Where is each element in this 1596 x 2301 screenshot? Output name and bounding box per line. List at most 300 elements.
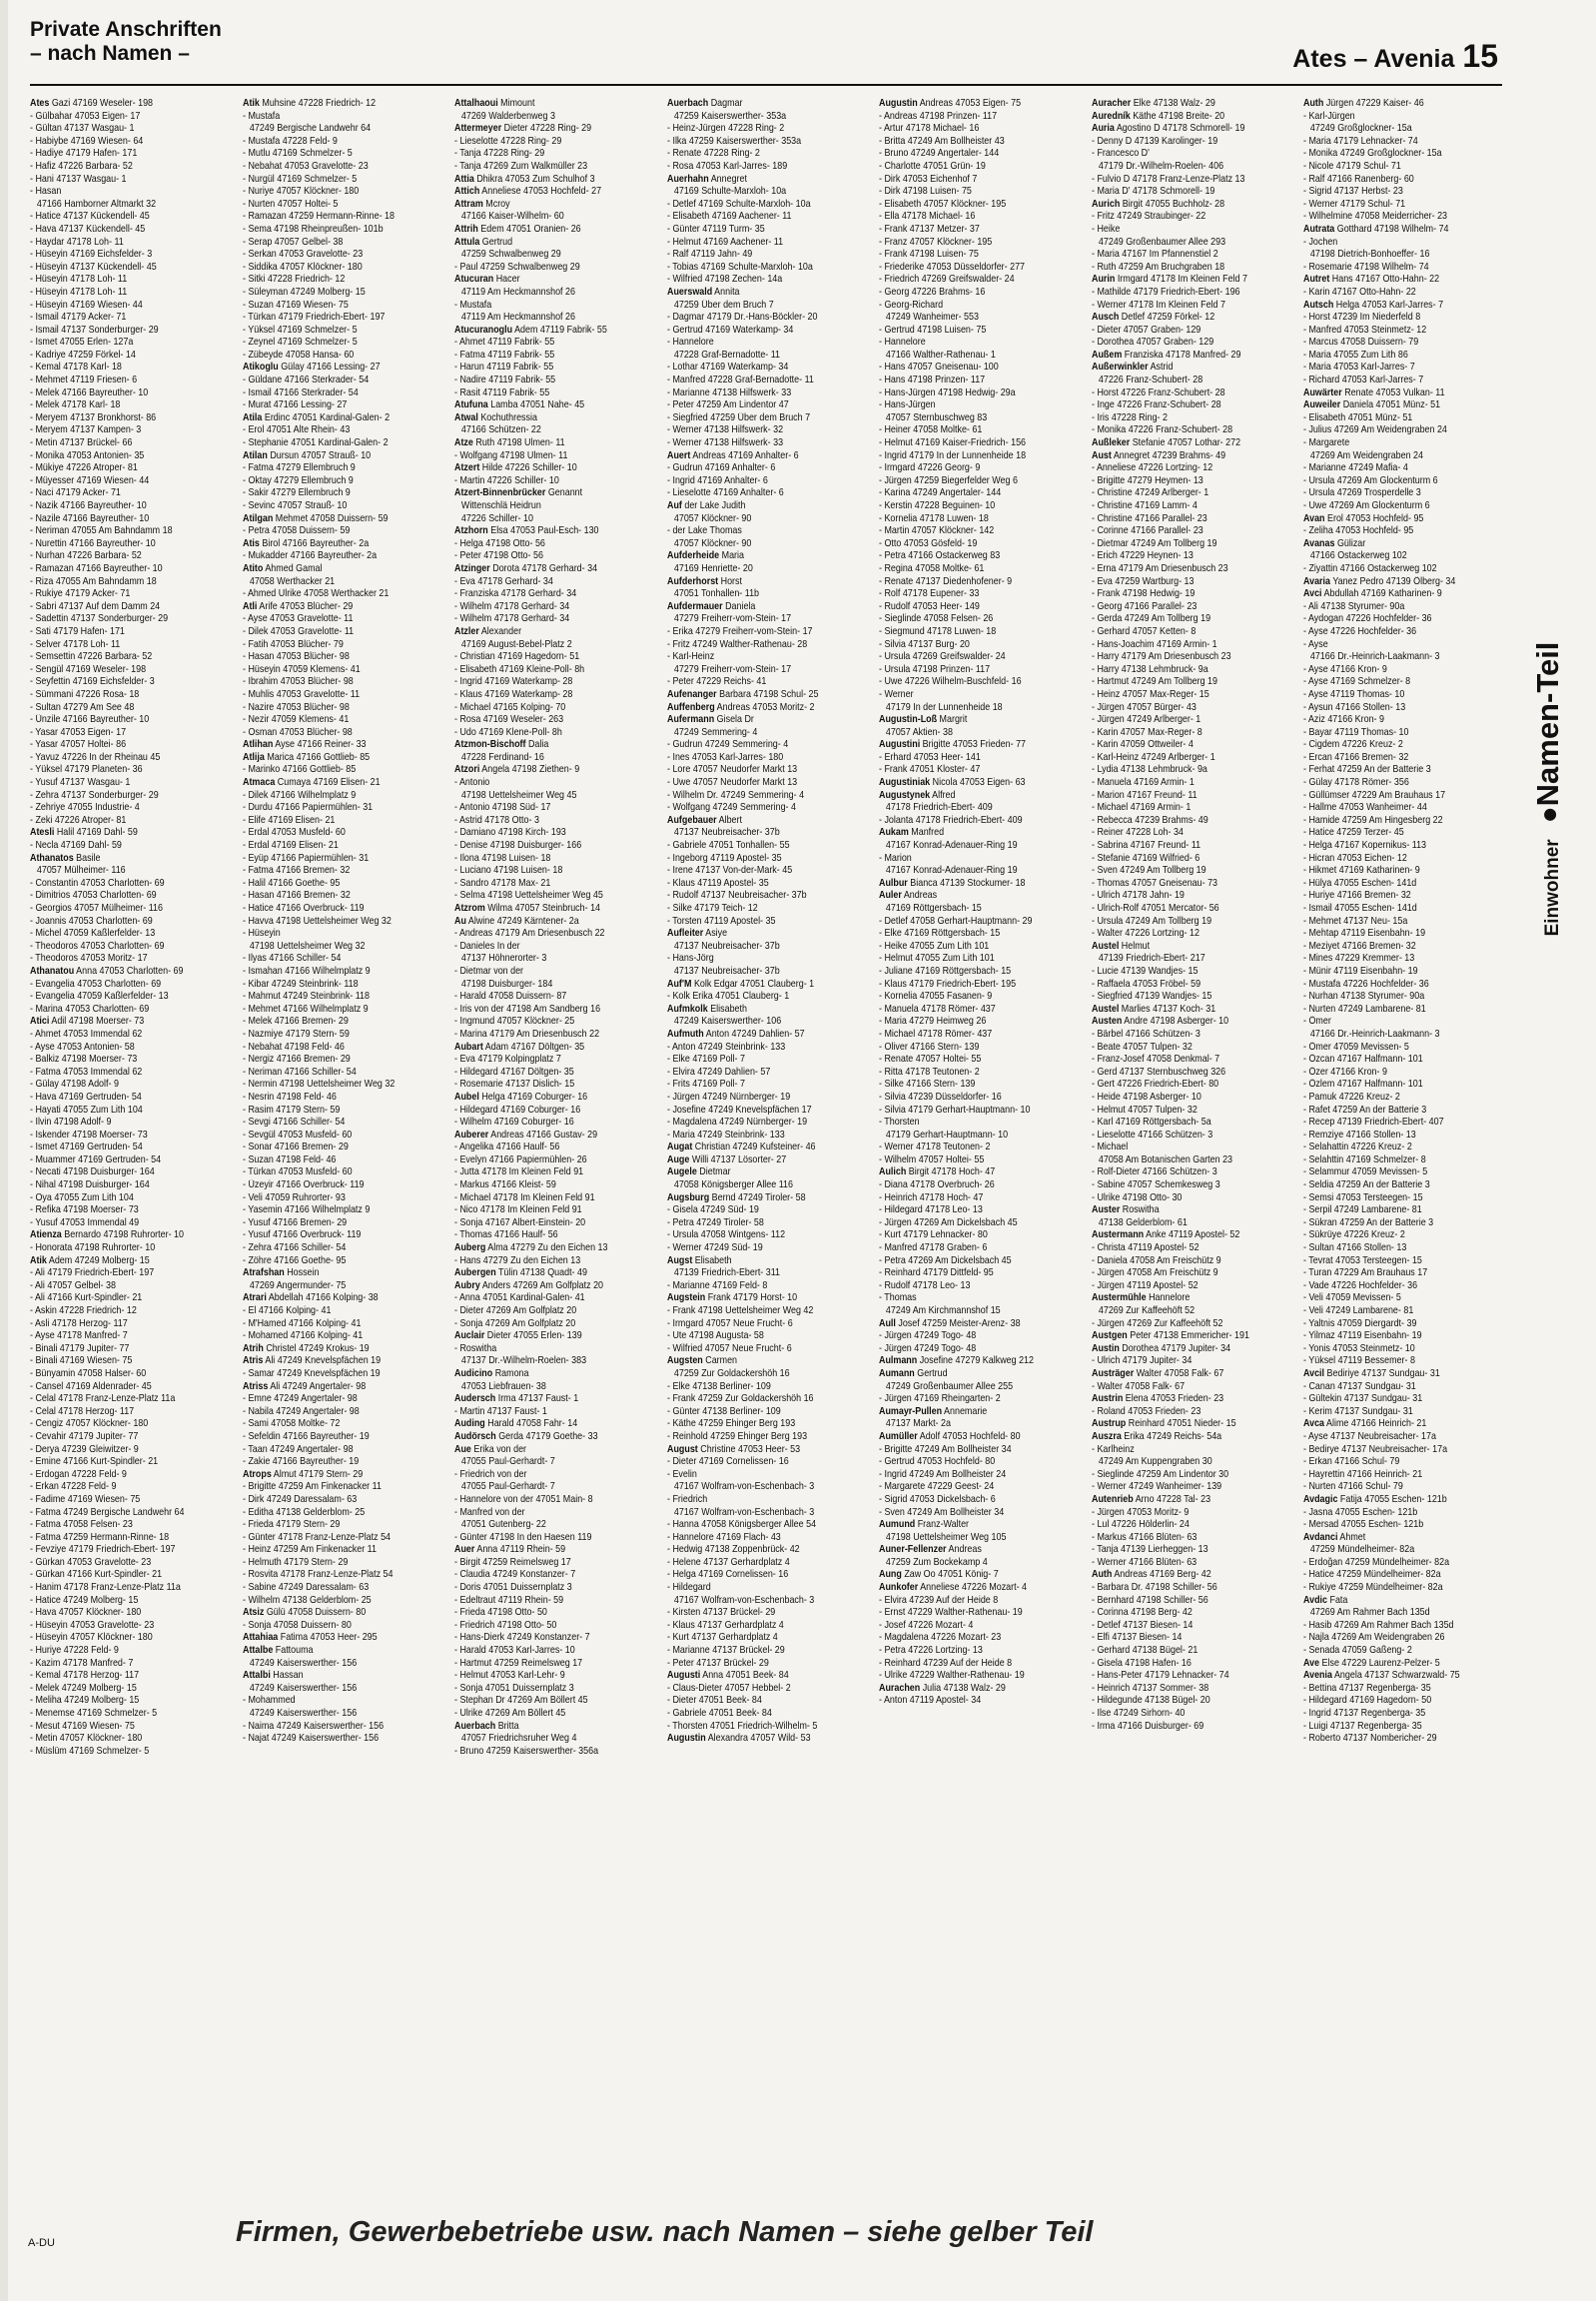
entry-continuation: 47053 Liebfrauen- 38 xyxy=(461,1380,546,1392)
directory-entry: - Yusuf 47166 Overbruck- 119 xyxy=(242,1229,361,1241)
entry-continuation: 47269 Walderbenweg 3 xyxy=(461,110,556,122)
surname: Atik xyxy=(30,1254,47,1266)
directory-entry: - Jürgen 47259 Biegerfelder Weg 6 xyxy=(879,474,1019,486)
directory-entry: - Hava 47137 Kückendell- 45 xyxy=(30,223,146,235)
directory-entry: - Oya 47055 Zum Lith 104 xyxy=(30,1191,134,1203)
directory-entry: - Semsettin 47226 Barbara- 52 xyxy=(30,651,153,663)
directory-entry: - Kurt 47137 Gerhardplatz 4 xyxy=(666,1632,778,1644)
directory-entry: - Hans-Jürgen 47198 Hedwig- 29a xyxy=(879,386,1016,398)
directory-entry: - Helmut 47169 Kaiser-Friedrich- 156 xyxy=(879,437,1027,449)
directory-entry: - Michael xyxy=(1091,1142,1129,1153)
directory-entry: - Werner 47179 Schul- 71 xyxy=(1303,198,1406,210)
directory-entry: - Nesrin 47198 Feld- 46 xyxy=(242,1091,337,1103)
entry-continuation: 47058 Am Botanischen Garten 23 xyxy=(1098,1153,1232,1165)
entry-continuation: 47259 Mündelheimer- 82a xyxy=(1310,1544,1415,1556)
directory-entry: - Michael 47165 Kolping- 70 xyxy=(454,701,566,713)
directory-entry: - Hafiz 47226 Barbara- 52 xyxy=(30,160,133,172)
surname: Avcil xyxy=(1303,1367,1325,1379)
directory-entry: - Ismail 47179 Acker- 71 xyxy=(30,312,127,324)
directory-entry: - Theodoros 47053 Moritz- 17 xyxy=(30,953,148,965)
surname: Augustin xyxy=(879,98,919,109)
directory-entry: Außleker Stefanie 47057 Lothar- 272 xyxy=(1091,437,1240,449)
directory-entry: Auding Harald 47058 Fahr- 14 xyxy=(454,1418,578,1430)
directory-entry: Auerswald Annita xyxy=(666,286,740,298)
directory-entry: - Nicole 47179 Schul- 71 xyxy=(1303,160,1402,172)
directory-entry: - Elvira 47239 Auf der Heide 8 xyxy=(879,1594,999,1606)
entry-continuation: Wittenschlä Heidrun xyxy=(461,500,541,511)
directory-entry: - Necla 47169 Dahl- 59 xyxy=(30,840,122,852)
directory-entry: - Ayse 47137 Neubreisacher- 17a xyxy=(1303,1430,1437,1442)
directory-entry: Auert Andreas 47169 Anhalter- 6 xyxy=(666,449,799,461)
directory-entry: - Sieglinde 47058 Felsen- 26 xyxy=(879,613,994,625)
directory-entry: - Gürkan 47053 Gravelotte- 23 xyxy=(30,1556,152,1568)
directory-entry: Aue Erika von der xyxy=(454,1443,527,1455)
directory-entry: - Sven 47249 Am Tollberg 19 xyxy=(1091,865,1206,877)
directory-entry: - Martin 47137 Faust- 1 xyxy=(454,1405,548,1417)
directory-entry: - Karin 47059 Ottweiler- 4 xyxy=(1091,739,1194,751)
directory-entry: - Peter 47229 Reichs- 41 xyxy=(666,676,767,688)
directory-entry: - Lul 47226 Hölderlin- 24 xyxy=(1091,1519,1190,1531)
surname: Auge xyxy=(666,1153,690,1165)
directory-entry: - Gisela 47198 Hafen- 16 xyxy=(1091,1657,1192,1669)
directory-entry: - Menemse 47169 Schmelzer- 5 xyxy=(30,1708,158,1719)
directory-entry: - Hedwig 47138 Zoppenbrück- 42 xyxy=(666,1544,800,1556)
directory-entry: - Wilhelm Dr. 47249 Semmering- 4 xyxy=(666,789,804,801)
directory-entry: - Gülay 47198 Adolf- 9 xyxy=(30,1079,119,1091)
directory-entry: - Dieter 47051 Beek- 84 xyxy=(666,1695,762,1707)
directory-entry: - Ingmund 47057 Klöckner- 25 xyxy=(454,1016,575,1028)
surname: Augst xyxy=(666,1254,693,1266)
directory-entry: - Yonis 47053 Steinmetz- 10 xyxy=(1303,1342,1416,1354)
entry-continuation: 47119 Am Heckmannshof 26 xyxy=(461,312,576,324)
directory-entry: Atmaca Cumaya 47169 Elisen- 21 xyxy=(242,777,381,789)
directory-entry: - Petra 47249 Tiroler- 58 xyxy=(666,1216,764,1228)
directory-entry: Ates Gazi 47169 Weseler- 198 xyxy=(30,98,154,109)
directory-entry: Attalbi Hassan xyxy=(242,1670,304,1682)
directory-entry: - Ismet 47169 Gertruden- 54 xyxy=(30,1142,143,1153)
directory-entry: - Yasar 47053 Eigen- 17 xyxy=(30,726,127,738)
directory-entry: - Sonja 47167 Albert-Einstein- 20 xyxy=(454,1216,586,1228)
directory-entry: Aumayr-Pullen Annemarie xyxy=(879,1405,988,1417)
directory-entry: - Karlheinz xyxy=(1091,1443,1135,1455)
directory-entry: - Rosa 47053 Karl-Jarres- 189 xyxy=(666,160,787,172)
directory-entry: Avan Erol 47053 Hochfeld- 95 xyxy=(1303,512,1424,524)
section-title xyxy=(30,18,222,66)
directory-entry: - Maria 47279 Heimweg 26 xyxy=(879,1016,987,1028)
directory-entry: - Ralf 47166 Ranenberg- 60 xyxy=(1303,173,1415,185)
directory-entry: - Lieselotte 47166 Schützen- 3 xyxy=(1091,1129,1213,1141)
directory-entry: - Ali 47057 Gelbel- 38 xyxy=(30,1279,116,1291)
surname: Außleker xyxy=(1091,437,1131,449)
directory-entry: - Kerim 47137 Sundgau- 31 xyxy=(1303,1405,1414,1417)
directory-entry: Aubel Helga 47169 Coburger- 16 xyxy=(454,1091,588,1103)
directory-entry: - Magdalena 47249 Nürnberger- 19 xyxy=(666,1117,807,1129)
surname: Austrin xyxy=(1091,1393,1124,1405)
directory-entry: - Rolf-Dieter 47166 Schützen- 3 xyxy=(1091,1166,1217,1178)
entry-continuation: 47259 Über dem Bruch 7 xyxy=(673,299,774,311)
directory-entry: - Michael 47178 Im Kleinen Feld 91 xyxy=(454,1191,595,1203)
directory-entry: - Helga 47169 Cornelissen- 16 xyxy=(666,1569,788,1581)
directory-entry: - Dorothea 47057 Graben- 129 xyxy=(1091,337,1214,349)
directory-entry: Avdanci Ahmet xyxy=(1303,1531,1366,1543)
entry-continuation: 47179 Gerhart-Hauptmann- 10 xyxy=(886,1129,1009,1141)
directory-entry: - Fatih 47053 Blücher- 79 xyxy=(242,638,344,650)
directory-entry: - Antonio xyxy=(454,777,490,789)
directory-entry: - Rudolf 47178 Leo- 13 xyxy=(879,1279,971,1291)
directory-entry: - Sigrid 47053 Dickelsbach- 6 xyxy=(879,1493,997,1505)
surname: Auredník xyxy=(1091,110,1131,122)
directory-entry: - Mehmet 47166 Wilhelmplatz 9 xyxy=(242,1003,369,1015)
directory-entry: - Gertrud 47053 Hochfeld- 80 xyxy=(879,1456,996,1468)
directory-entry: - Metin 47057 Klöckner- 180 xyxy=(30,1733,143,1745)
directory-entry: Aubart Adam 47167 Döltgen- 35 xyxy=(454,1041,585,1053)
directory-entry: - Hildegard 47169 Coburger- 16 xyxy=(454,1104,581,1116)
directory-entry: Auredník Käthe 47198 Breite- 20 xyxy=(1091,110,1224,122)
directory-entry: - Ralf 47119 Jahn- 49 xyxy=(666,249,752,261)
directory-entry: - Luigi 47137 Regenberga- 35 xyxy=(1303,1720,1423,1732)
entry-continuation: 47179 In der Lunnenheide 18 xyxy=(886,701,1003,713)
surname: Auberg xyxy=(454,1242,486,1254)
directory-entry: Atis Birol 47166 Bayreuther- 2a xyxy=(242,537,369,549)
directory-entry: - Siddika 47057 Klöckner- 180 xyxy=(242,261,363,273)
directory-entry: - Corinne 47166 Parallel- 23 xyxy=(1091,525,1203,537)
directory-entry: Atzori Angela 47198 Ziethen- 9 xyxy=(454,764,580,776)
directory-entry: - Jürgen 47057 Bürger- 43 xyxy=(1091,701,1197,713)
directory-entry: - Selver 47178 Loh- 11 xyxy=(30,638,121,650)
directory-entry: - Ute 47198 Augusta- 58 xyxy=(666,1330,764,1342)
directory-entry: - Selahttin 47169 Schmelzer- 8 xyxy=(1303,1153,1427,1165)
directory-entry: - Josef 47226 Mozart- 4 xyxy=(879,1619,974,1631)
directory-entry: - Paul 47259 Schwalbenweg 29 xyxy=(454,261,580,273)
directory-entry: Atze Ruth 47198 Ulmen- 11 xyxy=(454,437,565,449)
directory-column xyxy=(1092,98,1290,2203)
directory-entry: Aukam Manfred xyxy=(879,827,945,839)
directory-entry: - Margarete 47229 Geest- 24 xyxy=(879,1481,995,1493)
entry-continuation: 47138 Gelderblom- 61 xyxy=(1098,1216,1188,1228)
directory-entry: - Jürgen 47058 Am Freischütz 9 xyxy=(1091,1267,1218,1279)
directory-entry: - Mohammed xyxy=(242,1695,296,1707)
surname: Austräger xyxy=(1091,1367,1135,1379)
entry-continuation: 47249 Kaiserswerther- 156 xyxy=(249,1657,357,1669)
entry-continuation: 47166 Dr.-Heinrich-Laakmann- 3 xyxy=(1310,651,1440,663)
surname: Auer xyxy=(454,1544,475,1556)
directory-entry: - Özlem 47167 Halfmann- 101 xyxy=(1303,1079,1424,1091)
surname: Augustin xyxy=(666,1733,706,1745)
directory-entry: - Oktay 47279 Ellembruch 9 xyxy=(242,474,354,486)
directory-entry: - Jürgen 47249 Arlberger- 1 xyxy=(1091,714,1201,726)
directory-entry: - Ayse 47226 Hochfelder- 36 xyxy=(1303,625,1417,637)
directory-entry: - Ursula 47198 Prinzen- 117 xyxy=(879,663,991,675)
directory-entry: - Balkiz 47198 Moerser- 73 xyxy=(30,1054,138,1066)
directory-entry: - Hans-Jürgen xyxy=(879,399,936,411)
directory-entry: - Gülay 47178 Römer- 356 xyxy=(1303,777,1410,789)
directory-entry: - Ursula 47269 Trosperdelle 3 xyxy=(1303,487,1422,499)
directory-entry: Auner-Fellenzer Andreas xyxy=(879,1544,983,1556)
entry-continuation: 47259 Kaiserswerther- 353a xyxy=(673,110,786,122)
directory-entry: - Sakir 47279 Ellembruch 9 xyxy=(242,487,351,499)
surname: Augsburg xyxy=(666,1191,709,1203)
entry-continuation: 47279 Freiherr-vom-Stein- 17 xyxy=(673,613,791,625)
directory-entry: Austermann Anke 47119 Apostel- 52 xyxy=(1091,1229,1240,1241)
directory-entry: - Martin 47057 Klöckner- 142 xyxy=(879,525,995,537)
directory-entry: - Nurettin 47166 Bayreuther- 10 xyxy=(30,537,156,549)
surname: Augusti xyxy=(666,1670,700,1682)
directory-entry: - Kirsten 47137 Brückel- 29 xyxy=(666,1607,775,1619)
surname: Atzori xyxy=(454,764,480,776)
directory-entry: - Ulrich 47178 Jahn- 19 xyxy=(1091,890,1185,902)
directory-entry: - Friedrich von der xyxy=(454,1468,527,1480)
directory-entry: - Hildegunde 47138 Bügel- 20 xyxy=(1091,1695,1210,1707)
surname: Atesli xyxy=(30,827,55,839)
directory-entry: Aull Josef 47259 Meister-Arenz- 38 xyxy=(879,1317,1021,1329)
entry-continuation: 47167 Konrad-Adenauer-Ring 19 xyxy=(886,865,1018,877)
entry-continuation: 47057 Aktien- 38 xyxy=(886,726,954,738)
directory-entry: Atli Arife 47053 Blücher- 29 xyxy=(242,600,353,612)
directory-entry: - Raffaela 47053 Fröbel- 59 xyxy=(1091,978,1200,990)
directory-entry: - Türkan 47179 Friedrich-Ebert- 197 xyxy=(242,312,385,324)
surname: Atzrom xyxy=(454,903,485,914)
directory-entry: - Hüseyin 47057 Klöckner- 180 xyxy=(30,1632,153,1644)
directory-entry: Augst Elisabeth xyxy=(666,1254,732,1266)
directory-entry: - Marina 47179 Am Driesenbusch 22 xyxy=(454,1028,600,1040)
directory-entry: - Ramazan 47166 Bayreuther- 10 xyxy=(30,562,163,574)
directory-entry: - Silke 47166 Stern- 139 xyxy=(879,1079,976,1091)
surname: Außem xyxy=(1091,349,1123,361)
directory-entry: - Samar 47249 Knevelspfächen 19 xyxy=(242,1367,381,1379)
surname: Aufgebauer xyxy=(666,814,717,826)
directory-entry: Aung Zaw Oo 47051 König- 7 xyxy=(879,1569,999,1581)
directory-entry: Audicino Ramona xyxy=(454,1367,529,1379)
directory-entry: - Helmut 47053 Karl-Lehr- 9 xyxy=(454,1670,565,1682)
directory-entry: - Charlotte 47051 Grün- 19 xyxy=(879,160,987,172)
directory-entry: - Hallme 47053 Wanheimer- 44 xyxy=(1303,802,1428,814)
directory-column xyxy=(1303,98,1502,2203)
directory-entry: - Osman 47053 Blücher- 98 xyxy=(242,726,353,738)
directory-entry: Avcil Bediriye 47137 Sundgau- 31 xyxy=(1303,1367,1441,1379)
directory-entry: Auler Andreas xyxy=(879,890,938,902)
directory-entry: - Günter 47178 Franz-Lenze-Platz 54 xyxy=(242,1531,391,1543)
directory-entry: - Iris von der 47198 Am Sandberg 16 xyxy=(454,1003,601,1015)
directory-entry: - Hava 47057 Klöckner- 180 xyxy=(30,1607,142,1619)
directory-entry: - Roswitha xyxy=(454,1342,497,1354)
directory-entry: - Elke 47138 Berliner- 109 xyxy=(666,1380,771,1392)
directory-entry: Atzert Hilde 47226 Schiller- 10 xyxy=(454,462,577,474)
directory-entry: - Roland 47053 Frieden- 23 xyxy=(1091,1405,1201,1417)
directory-entry: - Ünzile 47166 Bayreuther- 10 xyxy=(30,714,150,726)
directory-entry: - Nazile 47166 Bayreuther- 10 xyxy=(30,512,150,524)
directory-entry: - Sieglinde 47259 Am Lindentor 30 xyxy=(1091,1468,1228,1480)
directory-entry: - Werner 47138 Hilfswerk- 32 xyxy=(666,424,783,436)
directory-entry: - Manfred 47228 Graf-Bernadotte- 11 xyxy=(666,375,814,386)
directory-entry: - Monika 47226 Franz-Schubert- 28 xyxy=(1091,424,1232,436)
directory-entry: Ausch Detlef 47259 Förkel- 12 xyxy=(1091,312,1215,324)
directory-entry: - Müyesser 47169 Wiesen- 44 xyxy=(30,474,150,486)
directory-entry: - Sonja 47051 Duissernplatz 3 xyxy=(454,1682,574,1694)
directory-entry: - Pamuk 47226 Kreuz- 2 xyxy=(1303,1091,1401,1103)
directory-entry: - Semsi 47053 Tersteegen- 15 xyxy=(1303,1191,1423,1203)
directory-entry: - Hasan 47053 Blücher- 98 xyxy=(242,651,350,663)
surname: Auth xyxy=(1303,98,1324,109)
surname: Austgen xyxy=(1091,1330,1128,1342)
directory-column xyxy=(243,98,441,2203)
surname: Aubergen xyxy=(454,1267,496,1279)
directory-entry: - Hülya 47055 Eschen- 141d xyxy=(1303,877,1417,889)
directory-entry: - Muammer 47169 Gertruden- 54 xyxy=(30,1153,162,1165)
directory-entry: - Rosemarie 47198 Wilhelm- 74 xyxy=(1303,261,1430,273)
directory-entry: - Ingrid 47249 Am Bollheister 24 xyxy=(879,1468,1007,1480)
directory-entry: Auberer Andreas 47166 Gustav- 29 xyxy=(454,1129,598,1141)
directory-entry: - Refika 47198 Moerser- 73 xyxy=(30,1204,139,1216)
directory-entry: - Georgios 47057 Mülheimer- 116 xyxy=(30,903,163,914)
directory-entry: Aurich Birgit 47055 Buchholz- 28 xyxy=(1091,198,1224,210)
directory-entry: Auf'M Kolk Edgar 47051 Clauberg- 1 xyxy=(666,978,814,990)
surname: Atzler xyxy=(454,625,479,637)
directory-entry: - Evangelia 47059 Kaßlerfelder- 13 xyxy=(30,991,169,1003)
directory-entry: Attahiaa Fatima 47053 Heer- 295 xyxy=(242,1632,378,1644)
directory-entry: - Sati 47179 Hafen- 171 xyxy=(30,625,125,637)
directory-entry: - Sabine 47249 Daressalam- 63 xyxy=(242,1582,369,1594)
directory-entry: - Werner 47249 Süd- 19 xyxy=(666,1242,763,1254)
directory-entry: - Mehmet 47137 Neu- 15a xyxy=(1303,915,1408,927)
directory-entry: - Fadime 47169 Wiesen- 75 xyxy=(30,1493,141,1505)
directory-entry: - Karin 47167 Otto-Hahn- 22 xyxy=(1303,286,1417,298)
directory-entry: - Frits 47169 Poll- 7 xyxy=(666,1079,745,1091)
directory-entry: - Hasan xyxy=(30,186,62,198)
directory-entry: - Wilhelmine 47058 Meiderricher- 23 xyxy=(1303,211,1448,223)
directory-entry: - Siegfried 47139 Wandjes- 15 xyxy=(1091,991,1212,1003)
directory-entry: - Juliane 47169 Röttgersbach- 15 xyxy=(879,965,1012,977)
directory-entry: - Mehmet 47119 Friesen- 6 xyxy=(30,375,138,386)
directory-entry: - Georg-Richard xyxy=(879,299,944,311)
directory-entry: - Türkan 47053 Musfeld- 60 xyxy=(242,1166,353,1178)
directory-entry: - Ilvin 47198 Adolf- 9 xyxy=(30,1117,112,1129)
directory-entry: - Mahmut 47249 Steinbrink- 118 xyxy=(242,991,370,1003)
directory-entry: - Heinrich 47178 Hoch- 47 xyxy=(879,1191,984,1203)
surname: Avca xyxy=(1303,1418,1325,1430)
directory-entry: - Friedrich 47198 Otto- 50 xyxy=(454,1619,557,1631)
directory-entry: - Diana 47178 Overbruch- 26 xyxy=(879,1179,996,1191)
directory-entry: - Dilek 47166 Wilhelmplatz 9 xyxy=(242,789,356,801)
directory-entry: Atucuranoglu Adem 47119 Fabrik- 55 xyxy=(454,324,607,336)
entry-continuation: 47167 Wolfram-von-Eschenbach- 3 xyxy=(673,1481,814,1493)
directory-entry: - Michael 47178 Römer- 437 xyxy=(879,1028,993,1040)
directory-entry: - Lieselotte 47169 Anhalter- 6 xyxy=(666,487,784,499)
directory-entry: - Silvia 47137 Burg- 20 xyxy=(879,638,971,650)
directory-entry: - Joannis 47053 Charlotten- 69 xyxy=(30,915,153,927)
directory-entry: - Ayse 47166 Kron- 9 xyxy=(1303,663,1388,675)
directory-entry: Austrup Reinhard 47051 Nieder- 15 xyxy=(1091,1418,1236,1430)
surname: Atwal xyxy=(454,411,478,423)
surname: Attich xyxy=(454,186,480,198)
directory-entry: - Margarete xyxy=(1303,437,1350,449)
directory-entry: - Marion 47167 Freund- 11 xyxy=(1091,789,1197,801)
directory-entry: - Bettina 47137 Regenberga- 35 xyxy=(1303,1682,1432,1694)
directory-entry: - Honorata 47198 Ruhrorter- 10 xyxy=(30,1242,156,1254)
directory-entry: - Mathilde 47179 Friedrich-Ebert- 196 xyxy=(1091,286,1240,298)
directory-entry: Aufdermauer Daniela xyxy=(666,600,756,612)
directory-entry: - Ismail 47055 Eschen- 141d xyxy=(1303,903,1418,914)
directory-entry: Augat Christian 47249 Kufsteiner- 46 xyxy=(666,1142,816,1153)
directory-entry: - Rasim 47179 Stern- 59 xyxy=(242,1104,340,1116)
surname: Attula xyxy=(454,236,480,248)
directory-entry: - Heinz 47057 Max-Reger- 15 xyxy=(1091,688,1209,700)
directory-entry: - Michael 47169 Armin- 1 xyxy=(1091,802,1192,814)
directory-entry: Auweiler Daniela 47051 Münz- 51 xyxy=(1303,399,1441,411)
surname: Aufleiter xyxy=(666,928,703,940)
directory-entry: - Edeltraut 47119 Rhein- 59 xyxy=(454,1594,564,1606)
directory-entry: Augstein Frank 47179 Horst- 10 xyxy=(666,1292,797,1304)
directory-entry: - Peter 47137 Brückel- 29 xyxy=(666,1657,769,1669)
entry-continuation: 47228 Graf-Bernadotte- 11 xyxy=(673,349,780,361)
directory-entry: - Peter 47259 Am Lindentor 47 xyxy=(666,399,789,411)
directory-entry: - Yasar 47057 Holtei- 86 xyxy=(30,739,127,751)
entry-continuation: 47137 Neubreisacher- 37b xyxy=(673,965,780,977)
surname: Auf xyxy=(666,500,682,511)
entry-continuation: 47057 Klöckner- 90 xyxy=(673,537,752,549)
directory-entry: Autsch Helga 47053 Karl-Jarres- 7 xyxy=(1303,299,1444,311)
directory-entry: - Ingrid 47179 In der Lunnenheide 18 xyxy=(879,449,1027,461)
directory-entry: - Karl-Heinz 47249 Arlberger- 1 xyxy=(1091,751,1215,763)
directory-entry: - Halil 47166 Goethe- 95 xyxy=(242,877,340,889)
directory-entry: - Hildegard 47167 Döltgen- 35 xyxy=(454,1066,574,1078)
directory-entry: Atesli Halil 47169 Dahl- 59 xyxy=(30,827,138,839)
entry-continuation: 47169 Röttgersbach- 15 xyxy=(886,903,983,914)
surname: Atze xyxy=(454,437,474,449)
directory-entry: Attalbe Fattouma xyxy=(242,1645,314,1657)
directory-entry: Au Alwine 47249 Kärntener- 2a xyxy=(454,915,579,927)
directory-entry: - Durdu 47166 Papiermühlen- 31 xyxy=(242,802,373,814)
surname: Atis xyxy=(242,537,260,549)
directory-entry: - Ibrahim 47053 Blücher- 98 xyxy=(242,676,354,688)
directory-entry: - Denise 47198 Duisburger- 166 xyxy=(454,840,582,852)
entry-continuation: 47198 Duisburger- 184 xyxy=(461,978,553,990)
directory-entry: - Walter 47226 Lortzing- 12 xyxy=(1091,928,1199,940)
surname: Athanatos xyxy=(30,852,74,864)
directory-entry: - Erdoğan 47259 Mündelheimer- 82a xyxy=(1303,1556,1450,1568)
directory-entry: - Ali 47138 Styrumer- 90a xyxy=(1303,600,1405,612)
directory-entry: - Manuela 47178 Römer- 437 xyxy=(879,1003,997,1015)
directory-entry: - Özcan 47167 Halfmann- 101 xyxy=(1303,1054,1424,1066)
entry-continuation: 47259 Zum Bockekamp 4 xyxy=(886,1556,988,1568)
directory-entry: - Gerda 47249 Am Tollberg 19 xyxy=(1091,613,1210,625)
directory-entry: - Celal 47178 Herzog- 117 xyxy=(30,1405,135,1417)
directory-entry: Aumund Franz-Walter xyxy=(879,1519,970,1531)
surname: Auner-Fellenzer xyxy=(879,1544,947,1556)
entry-continuation: 47249 Am Kuppengraben 30 xyxy=(1098,1456,1212,1468)
side-tab-small: Einwohner xyxy=(1542,839,1563,937)
directory-entry: - Marina 47053 Charlotten- 69 xyxy=(30,1003,150,1015)
directory-entry: Attich Anneliese 47053 Hochfeld- 27 xyxy=(454,186,602,198)
directory-entry: - Rudolf 47137 Neubreisacher- 37b xyxy=(666,890,807,902)
directory-entry: Atris Ali 47249 Knevelspfächen 19 xyxy=(242,1355,381,1367)
directory-entry: - Frank 47198 Luisen- 75 xyxy=(879,249,980,261)
surname: Aufenanger xyxy=(666,688,717,700)
directory-columns xyxy=(30,98,1502,2203)
directory-entry: Auerbach Britta xyxy=(454,1720,519,1732)
surname: Atici xyxy=(30,1016,50,1028)
directory-entry: - Erich 47229 Heynen- 13 xyxy=(1091,550,1194,562)
directory-entry: - Naima 47249 Kaiserswerther- 156 xyxy=(242,1720,384,1732)
directory-entry: - Ulrich 47179 Jupiter- 34 xyxy=(1091,1355,1193,1367)
directory-entry: - Silke 47179 Teich- 12 xyxy=(666,903,758,914)
directory-entry: - Marianne 47249 Mafia- 4 xyxy=(1303,462,1409,474)
directory-entry: Atikoglu Gülay 47166 Lessing- 27 xyxy=(242,362,381,374)
directory-entry: Auth Andreas 47169 Berg- 42 xyxy=(1091,1569,1211,1581)
directory-entry: - Klaus 47137 Gerhardplatz 4 xyxy=(666,1619,784,1631)
directory-entry: - Thomas xyxy=(879,1292,917,1304)
directory-entry: - Dimitrios 47053 Charlotten- 69 xyxy=(30,890,157,902)
directory-entry: - Siegmund 47178 Luwen- 18 xyxy=(879,625,997,637)
